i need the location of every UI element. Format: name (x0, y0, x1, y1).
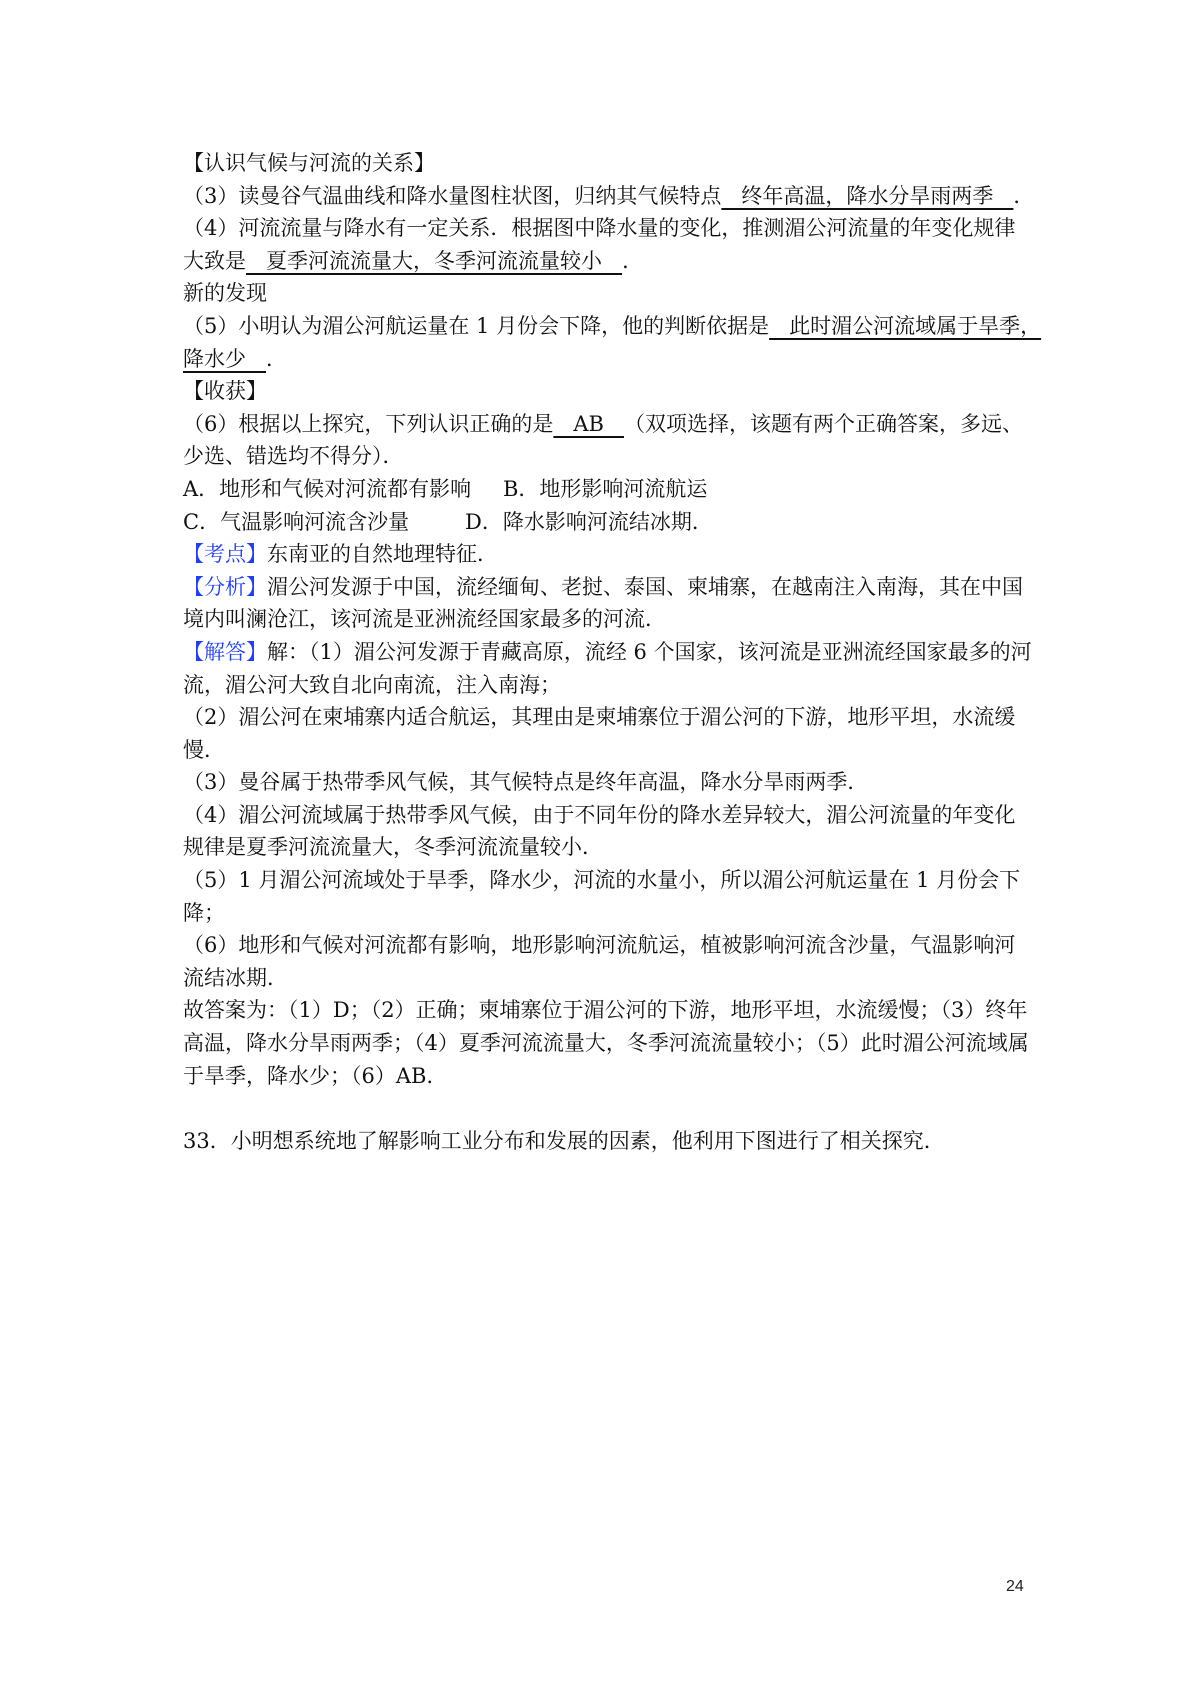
jieda-line-6: （4）湄公河流域属于热带季风气候，由于不同年份的降水差异较大，湄公河流量的年变化 (183, 802, 1016, 827)
jieda-tag: 【解答】 (183, 639, 267, 664)
section-heading-harvest: 【收获】 (183, 379, 267, 404)
jieda-line-12: 故答案为：（1）D；（2）正确；柬埔寨位于湄公河的下游，地形平坦，水流缓慢；（3）终年 (183, 998, 1028, 1023)
jieda-line-13: 高温，降水分旱雨两季；（4）夏季河流流量大，冬季河流流量较小；（5）此时湄公河流域属 (183, 1031, 1029, 1056)
kaodian-line: 【考点】东南亚的自然地理特征． (183, 542, 498, 567)
question-33: 33．小明想系统地了解影响工业分布和发展的因素，他利用下图进行了相关探究． (183, 1129, 945, 1154)
jieda-line-14: 于旱季，降水少；（6）AB． (183, 1063, 448, 1088)
answer-blank-5b: 降水少 (183, 346, 267, 371)
options-row-2 (183, 506, 1031, 539)
question-5-line1: （5）小明认为湄公河航运量在 1 月份会下降，他的判断依据是 此时湄公河流域属于旱季， (183, 313, 1042, 338)
question-3: （3）读曼谷气温曲线和降水量图柱状图，归纳其气候特点 终年高温，降水分旱雨两季 ． (183, 183, 1035, 208)
jieda-line-7: 规律是夏季河流流量大，冬季河流流量较小． (183, 835, 603, 860)
jieda-line-2: 流，湄公河大致自北向南流，注入南海； (183, 672, 561, 697)
paragraph-gap (183, 1092, 1031, 1125)
kaodian-tag: 【考点】 (183, 542, 267, 567)
fenxi-tag: 【分析】 (183, 574, 267, 599)
jieda-line-5: （3）曼谷属于热带季风气候，其气候特点是终年高温，降水分旱雨两季． (183, 770, 869, 795)
question-6-line2: 少选、错选均不得分）． (183, 444, 404, 469)
question-6-line1: （6）根据以上探究，下列认识正确的是 AB （双项选择，该题有两个正确答案，多远、 (183, 411, 1024, 436)
question-4-line2: 大致是 夏季河流流量大，冬季河流流量较小 ． (183, 248, 644, 273)
jieda-line-1: 【解答】解：（1）湄公河发源于青藏高原，流经 6 个国家，该河流是亚洲流经国家最多的河 (183, 639, 1032, 664)
jieda-line-10: （6）地形和气候对河流都有影响，地形影响河流航运，植被影响河流含沙量，气温影响河 (183, 933, 1016, 958)
jieda-line-8: （5）1 月湄公河流域处于旱季，降水少，河流的水量小，所以湄公河航运量在 1 月份会下 (183, 868, 1021, 893)
answer-blank-3: 终年高温，降水分旱雨两季 (721, 183, 1014, 208)
option-c: C．气温影响河流含沙量 (183, 509, 410, 534)
option-b: B．地形影响河流航运 (503, 476, 708, 501)
jieda-line-9: 降； (183, 900, 225, 925)
page-number: 24 (1006, 1578, 1024, 1595)
jieda-line-4: 慢． (183, 737, 225, 762)
question-4-line1: （4）河流流量与降水有一定关系．根据图中降水量的变化，推测湄公河流量的年变化规律 (183, 216, 1016, 241)
jieda-line-3: （2）湄公河在柬埔寨内适合航运，其理由是柬埔寨位于湄公河的下游，地形平坦，水流缓 (183, 705, 1016, 730)
question-5-line2: 降水少 ． (183, 346, 288, 371)
fenxi-line1: 【分析】湄公河发源于中国，流经缅甸、老挝、泰国、柬埔寨，在越南注入南海，其在中国 (183, 574, 1023, 599)
option-d: D．降水影响河流结冰期． (465, 509, 713, 534)
answer-blank-5a: 此时湄公河流域属于旱季， (769, 313, 1042, 338)
answer-blank-6: AB (553, 411, 625, 436)
option-a: A．地形和气候对河流都有影响 (183, 476, 472, 501)
section-heading-new-finding: 新的发现 (183, 281, 267, 306)
options-row-1 (183, 473, 1031, 506)
section-heading-climate-river: 【认识气候与河流的关系】 (183, 151, 435, 175)
fenxi-line2: 境内叫澜沧江，该河流是亚洲流经国家最多的河流． (183, 607, 666, 632)
jieda-line-11: 流结冰期． (183, 965, 288, 990)
answer-blank-4: 夏季河流流量大，冬季河流流量较小 (246, 248, 623, 273)
page-content (183, 147, 1042, 1158)
